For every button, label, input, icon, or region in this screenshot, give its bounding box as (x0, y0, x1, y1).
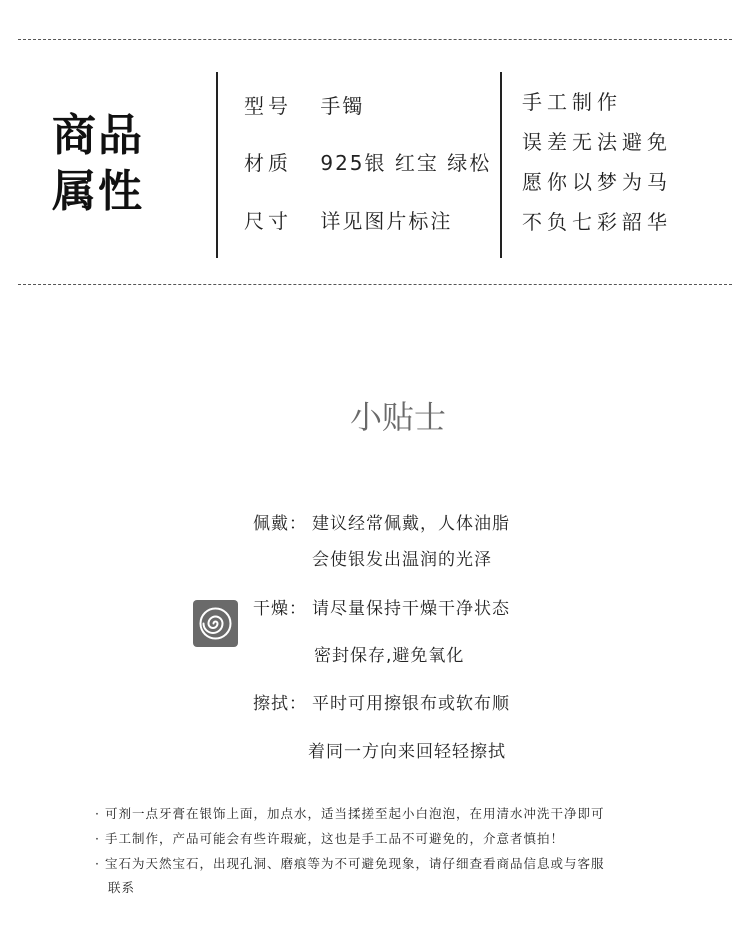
note-item-continuation: 联系 (108, 880, 136, 895)
tip-wear-label: 佩戴： (253, 514, 307, 534)
spiral-icon (193, 600, 238, 647)
tip-dry-label: 干燥： (253, 599, 307, 619)
poem-line: 愿你以梦为马 (522, 170, 672, 194)
product-attributes-title (52, 108, 162, 220)
bottom-dashed-divider (18, 284, 732, 285)
tip-wipe-text: 平时可用擦银布或软布顺 (312, 694, 510, 714)
attribute-value: 925银 红宝 绿松 (320, 151, 492, 175)
tip-wear-text: 会使银发出温润的光泽 (312, 550, 492, 570)
tip-wipe-label: 擦拭： (253, 694, 307, 714)
tips-title: 小贴士 (349, 398, 446, 436)
note-item: · 可剂一点牙膏在银饰上面，加点水，适当揉搓至起小白泡泡，在用清水冲洗干净即可 (95, 806, 605, 821)
poem-line: 误差无法避免 (522, 130, 672, 154)
vertical-divider-left (216, 72, 218, 258)
attribute-value: 详见图片标注 (320, 209, 453, 233)
attribute-value: 手镯 (320, 94, 365, 118)
top-dashed-divider (18, 39, 732, 40)
poem-line: 不负七彩韶华 (522, 210, 672, 234)
note-item: · 宝石为天然宝石，出现孔洞、磨痕等为不可避免现象，请仔细查看商品信息或与客服 (95, 856, 605, 871)
title-line-1: 商品 (52, 110, 144, 161)
tip-wipe-text: 着同一方向来回轻轻擦拭 (308, 742, 506, 762)
attribute-label: 尺寸 (244, 209, 292, 233)
note-item: · 手工制作，产品可能会有些许瑕疵，这也是手工品不可避免的，介意者慎拍！ (95, 831, 564, 846)
title-line-2: 属性 (52, 166, 144, 217)
poem-line: 手工制作 (522, 90, 622, 114)
vertical-divider-right (500, 72, 502, 258)
attribute-row-size (244, 205, 452, 234)
attribute-row-material (244, 147, 491, 176)
attribute-row-model (244, 90, 364, 119)
tip-dry-text: 密封保存,避免氧化 (314, 646, 465, 666)
tip-dry-text: 请尽量保持干燥干净状态 (312, 599, 510, 619)
attribute-label: 材质 (244, 151, 292, 175)
attribute-label: 型号 (244, 94, 292, 118)
tip-wear-text: 建议经常佩戴，人体油脂 (312, 514, 510, 534)
